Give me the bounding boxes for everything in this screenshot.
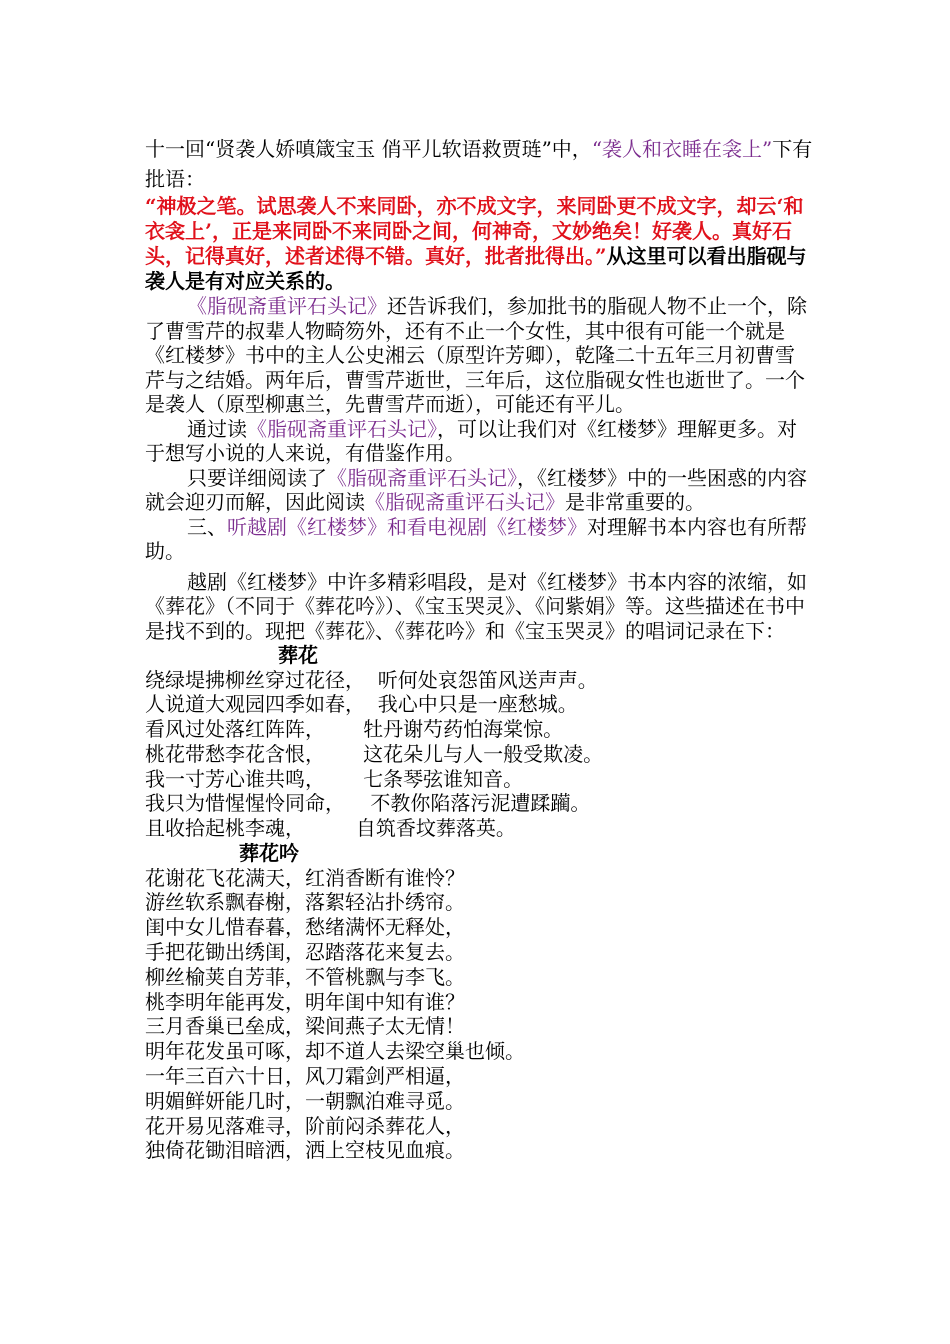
text-book-title: 《脂砚斋重评石头记》 <box>247 416 437 441</box>
paragraph-section-three <box>145 515 813 564</box>
text-commentary-conclusion: 从这里可以看出脂砚与袭人是有对应关系的。 <box>145 244 807 293</box>
text-section-number: 三、 <box>187 514 227 539</box>
text-book-title: 《脂砚斋重评石头记》 <box>327 465 517 490</box>
poem-line: 人说道大观园四季如春， 我心中只是一座愁城。 <box>145 692 578 717</box>
paragraph-reading-benefit <box>145 417 813 466</box>
poem-line: 我一寸芳心谁共鸣， 七条琴弦谁知音。 <box>145 766 524 791</box>
paragraph-yueju: 越剧《红楼梦》中许多精彩唱段，是对《红楼梦》书本内容的浓缩，如《葬花》（不同于《葬花吟》）、《宝玉哭灵》、《问紫娟》等。这些描述在书中是找不到的。现把《葬花》、《葬花吟》和《宝玉哭灵》的唱词记录在下： <box>145 569 807 643</box>
poem-line: 且收拾起桃李魂， 自筑香坟葬落英。 <box>145 816 516 841</box>
poem-line: 柳丝榆荚自芳菲，不管桃飘与李飞。 <box>145 964 465 989</box>
text-chapter-title: 十一回“贤袭人娇嗔箴宝玉 俏平儿软语救贾琏”中， <box>145 137 592 161</box>
paragraph-reading-importance <box>145 466 813 515</box>
text-body: 通过读 <box>187 416 247 441</box>
poem-line: 花谢花飞花满天，红消香断有谁怜？ <box>145 865 465 890</box>
text-body: 对理解书本内容也有所帮助。 <box>145 514 807 563</box>
text-body: ，可以让我们对《红楼梦》理解更多。对于想写小说的人来说，有借鉴作用。 <box>145 416 797 465</box>
text-commentary-label: 下有批语： <box>145 137 813 191</box>
poem-line: 桃花带愁李花含恨， 这花朵儿与人一般受欺凌。 <box>145 741 604 766</box>
paragraph-commentary-body <box>145 194 813 294</box>
poem-line: 绕绿堤拂柳丝穿过花径， 听何处哀怨笛风送声声。 <box>145 667 598 692</box>
poem-line: 桃李明年能再发，明年闺中知有谁？ <box>145 989 465 1014</box>
poem-zanghua <box>145 668 813 842</box>
poem-line: 一年三百六十日，风刀霜剑严相逼， <box>145 1063 465 1088</box>
poem-line: 我只为惜惺惺怜同命， 不教你陷落污泥遭蹂躏。 <box>145 791 591 816</box>
text-body: 只要详细阅读了 <box>187 465 327 490</box>
text-body: 是非常重要的。 <box>565 490 705 514</box>
poem-line: 三月香巢已垒成，梁间燕子太无情！ <box>145 1014 465 1039</box>
text-body: 还告诉我们，参加批书的脂砚人物不止一个，除了曹雪芹的叔辈人物畸笏外，还有不止一个女性，其中很有可能一个就是《红楼梦》书中的主人公史湘云（原型许芳卿），乾隆二十五年三月初曹雪芹与之结婚。两年后，曹雪芹逝世，三年后，这位脂砚女性也逝世了。一个是袭人（原型柳惠兰，先曹雪芹而逝），可能还有平儿。 <box>145 294 807 416</box>
text-body: ，《红楼梦》中的一些困惑的内容就会迎刃而解，因此阅读 <box>145 465 807 514</box>
text-commentary-quote: “神极之笔。试思袭人不来同卧，亦不成文字，来同卧更不成文字，却云‘和衣衾上’，正是来同卧不来同卧之间，何神奇，文妙绝矣！好袭人。真好石头，记得真好，述者述得不错。真好，批者批得出。” <box>145 194 804 268</box>
document-page <box>145 134 813 1163</box>
poem-zanghuayin <box>145 866 813 1164</box>
poem-line: 闺中女儿惜春暮，愁绪满怀无释处， <box>145 915 465 940</box>
poem-title-zanghua: 葬花 <box>278 643 318 667</box>
text-section-heading: 听越剧《红楼梦》和看电视剧《红楼梦》 <box>227 514 587 539</box>
poem-line: 手把花锄出绣闺，忍踏落花来复去。 <box>145 939 465 964</box>
paragraph-zhiyan-people <box>145 294 813 417</box>
poem-title-zanghuayin: 葬花吟 <box>239 841 299 866</box>
text-book-title: 《脂砚斋重评石头记》 <box>365 490 565 514</box>
poem-line: 看风过处落红阵阵， 牡丹谢芍药怕海棠惊。 <box>145 717 564 742</box>
poem-line: 独倚花锄泪暗洒，洒上空枝见血痕。 <box>145 1138 465 1163</box>
poem-line: 明媚鲜妍能几时，一朝飘泊难寻觅。 <box>145 1088 465 1113</box>
poem-line: 明年花发虽可啄，却不道人去梁空巢也倾。 <box>145 1039 525 1064</box>
text-book-title: 《脂砚斋重评石头记》 <box>187 294 387 318</box>
poem-line: 游丝软系飘春榭，落絮轻沾扑绣帘。 <box>145 890 465 915</box>
text-quote-xiren: “袭人和衣睡在衾上” <box>591 137 773 161</box>
paragraph-commentary-intro <box>145 134 813 194</box>
poem-line: 花开易见落难寻，阶前闷杀葬花人， <box>145 1113 465 1138</box>
